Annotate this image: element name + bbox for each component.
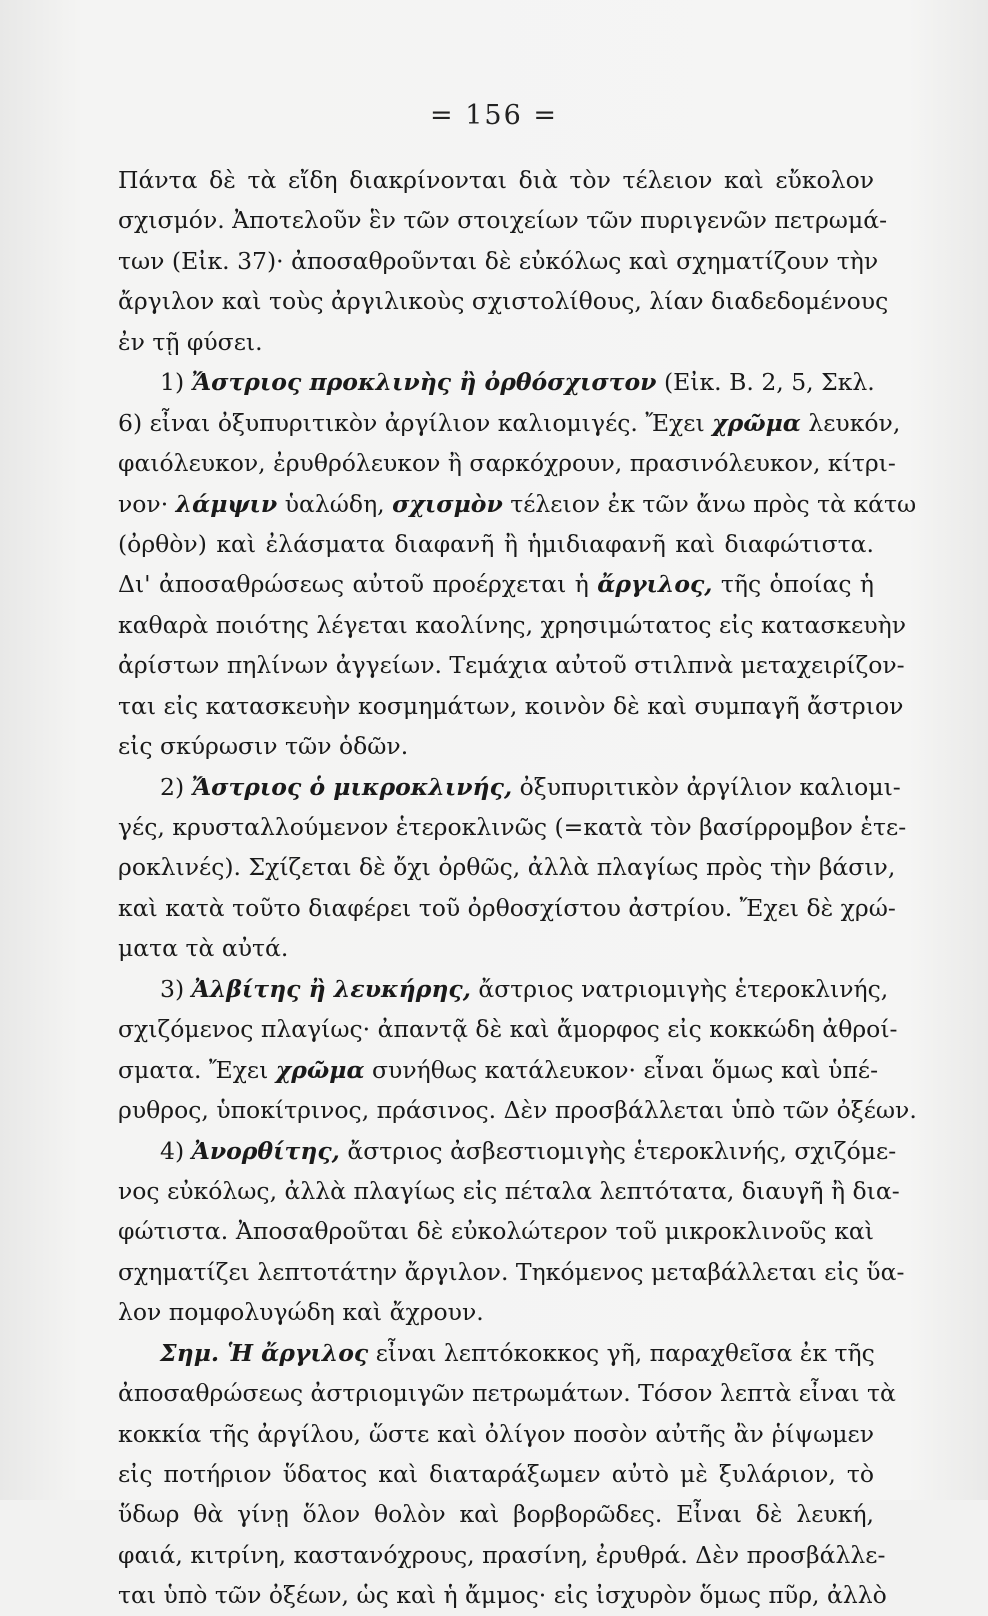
text-segment: των (Εἰκ. 37)· ἀποσαθροῦνται δὲ εὐκόλως καὶ σχηματίζουν τὴν xyxy=(118,246,879,275)
text-segment: σματα. Ἔχει xyxy=(118,1055,276,1084)
text-line xyxy=(118,605,906,645)
text-line xyxy=(118,1090,917,1130)
text-segment: σχηματίζει λεπτοτάτην ἄργιλον. Τηκόμενος μεταβάλλεται εἰς ὕα- xyxy=(118,1257,905,1286)
text-segment: ἄστριος νατριομιγὴς ἑτεροκλινής, xyxy=(470,974,889,1003)
text-segment: γές, κρυσταλλούμενον ἑτεροκλινῶς (=κατὰ τὸν βασίρρομβον ἑτε- xyxy=(118,813,907,841)
text-segment: ἄργιλον καὶ τοὺς ἀργιλικοὺς σχιστολίθους, λίαν διαδεδομένους xyxy=(118,287,889,316)
text-segment: τέλειον ἐκ τῶν ἄνω πρὸς τὰ κάτω xyxy=(502,489,917,518)
text-segment: εἶναι λεπτόκοκκος γῆ, παραχθεῖσα ἐκ τῆς xyxy=(368,1338,875,1367)
text-line xyxy=(118,322,874,362)
emphasized-term: χρῶμα xyxy=(275,1055,365,1084)
text-segment: συνήθως κατάλευκον· εἶναι ὅμως καὶ ὑπέ- xyxy=(364,1055,879,1084)
text-line xyxy=(118,847,896,887)
text-line xyxy=(118,241,879,281)
text-segment: φώτιστα. Ἀποσαθροῦται δὲ εὐκολώτερον τοῦ μικροκλινοῦς καὶ xyxy=(118,1217,874,1246)
text-segment: καὶ κατὰ τοῦτο διαφέρει τοῦ ὀρθοσχίστου ἀστρίου. Ἔχει δὲ χρώ- xyxy=(118,893,896,922)
text-line xyxy=(118,564,874,604)
text-line xyxy=(118,200,888,240)
text-line xyxy=(118,928,874,968)
page-number: = 156 = xyxy=(430,100,558,131)
text-segment: 3) xyxy=(160,974,192,1003)
text-line xyxy=(118,1050,879,1090)
emphasized-term: ἄργιλος, xyxy=(597,570,713,599)
text-line xyxy=(118,888,896,928)
emphasized-term: Ἄστριος προκλινὴς ἢ ὀρθόσχιστον xyxy=(191,368,657,397)
text-segment: (Εἰκ. Β. 2, 5, Σκλ. xyxy=(656,368,875,397)
text-segment: ὑαλώδη, xyxy=(277,489,393,518)
text-line xyxy=(118,807,907,847)
text-segment: εἰς σκύρωσιν τῶν ὁδῶν. xyxy=(118,732,409,761)
text-line xyxy=(118,1494,874,1534)
emphasized-term: σχισμὸν xyxy=(392,489,503,518)
text-segment: ρυθρος, ὑποκίτρινος, πράσινος. Δὲν προσβάλλεται ὑπὸ τῶν ὀξέων. xyxy=(118,1096,917,1125)
text-segment: 1) xyxy=(160,368,192,397)
text-segment: ὀξυπυριτικὸν ἀργίλιον καλιομι- xyxy=(512,772,901,801)
text-line xyxy=(118,1211,874,1251)
text-line xyxy=(118,1171,900,1211)
text-segment: κοκκία τῆς ἀργίλου, ὥστε καὶ ὀλίγον ποσὸν αὐτῆς ἂν ῥίψωμεν xyxy=(118,1419,874,1448)
text-line xyxy=(118,1252,905,1292)
text-segment: λον πομφολυγώδη καὶ ἄχρουν. xyxy=(118,1298,484,1327)
text-line xyxy=(118,160,874,200)
text-line xyxy=(118,1292,874,1332)
text-segment: σχισμόν. Ἀποτελοῦν ἓν τῶν στοιχείων τῶν πυριγενῶν πετρωμά- xyxy=(118,206,888,235)
emphasized-term: Ἄστριος ὁ μικροκλινής, xyxy=(191,772,513,801)
text-segment: φαιά, κιτρίνη, καστανόχρους, πρασίνη, ἐρυθρά. Δὲν προσβάλλε- xyxy=(118,1540,886,1569)
text-segment: (ὀρθὸν) καὶ ἐλάσματα διαφανῆ ἢ ἡμιδιαφανῆ καὶ διαφώτιστα. xyxy=(118,529,874,558)
text-line xyxy=(118,645,905,685)
text-segment: Πάντα δὲ τὰ εἴδη διακρίνονται διὰ τὸν τέλειον καὶ εὔκολον xyxy=(118,166,874,194)
text-line xyxy=(118,1454,874,1494)
text-line xyxy=(118,726,874,766)
emphasized-term: χρῶμα xyxy=(712,408,801,437)
text-segment: ἄστριος ἀσβεστιομιγὴς ἑτεροκλινής, σχιζόμε- xyxy=(339,1136,897,1165)
text-segment: καθαρὰ ποιότης λέγεται καολίνης, χρησιμώτατος εἰς κατασκευὴν xyxy=(118,610,906,639)
text-segment: εἰς ποτήριον ὕδατος καὶ διαταράξωμεν αὐτὸ μὲ ξυλάριον, τὸ xyxy=(118,1460,874,1488)
text-segment: ροκλινές). Σχίζεται δὲ ὄχι ὀρθῶς, ἀλλὰ πλαγίως πρὸς τὴν βάσιν, xyxy=(118,853,896,882)
text-line xyxy=(118,767,901,807)
text-line xyxy=(118,1414,874,1454)
text-segment: λευκόν, xyxy=(800,408,901,437)
emphasized-term: λάμψιν xyxy=(175,489,278,518)
emphasized-term: Σημ. Ἡ ἄργιλος xyxy=(160,1338,369,1367)
text-line xyxy=(118,1131,897,1171)
text-segment: ται ὑπὸ τῶν ὀξέων, ὡς καὶ ἡ ἄμμος· εἰς ἰσχυρὸν ὅμως πῦρ, ἀλλὸ xyxy=(118,1581,887,1610)
text-line xyxy=(118,443,896,483)
text-segment: νον· xyxy=(118,489,176,518)
emphasized-term: Ἀνορθίτης, xyxy=(191,1136,340,1165)
text-segment: φαιόλευκον, ἐρυθρόλευκον ἢ σαρκόχρουν, πρασινόλευκον, κίτρι- xyxy=(118,449,896,478)
text-segment: 6) εἶναι ὀξυπυριτικὸν ἀργίλιον καλιομιγές. Ἔχει xyxy=(118,408,713,437)
text-segment: ἐν τῇ φύσει. xyxy=(118,327,263,356)
text-line xyxy=(118,524,874,564)
text-line xyxy=(118,484,917,524)
text-line xyxy=(118,1575,887,1615)
text-line xyxy=(118,1333,874,1373)
text-segment: 2) xyxy=(160,772,192,801)
text-line xyxy=(118,362,874,402)
text-line xyxy=(118,686,904,726)
text-line xyxy=(118,1373,896,1413)
text-segment: τῆς ὁποίας ἡ xyxy=(712,570,874,599)
text-segment: ται εἰς κατασκευὴν κοσμημάτων, κοινὸν δὲ καὶ συμπαγῆ ἄστριον xyxy=(118,691,904,720)
text-segment: ἀρίστων πηλίνων ἀγγείων. Τεμάχια αὐτοῦ στιλπνὰ μεταχειρίζον- xyxy=(118,651,905,680)
text-line xyxy=(118,1535,886,1575)
text-segment: ὕδωρ θὰ γίνῃ ὅλον θολὸν καὶ βορβορῶδες. Εἶναι δὲ λευκή, xyxy=(118,1500,874,1529)
emphasized-term: Ἀλβίτης ἢ λευκήρης, xyxy=(191,974,471,1003)
text-line xyxy=(118,969,889,1009)
text-line xyxy=(118,281,889,321)
body-text xyxy=(118,160,917,1616)
text-segment: ματα τὰ αὐτά. xyxy=(118,934,289,963)
text-line xyxy=(118,1009,898,1049)
text-segment: ἀποσαθρώσεως ἀστριομιγῶν πετρωμάτων. Τόσον λεπτὰ εἶναι τὰ xyxy=(118,1379,896,1408)
text-segment: νος εὐκόλως, ἀλλὰ πλαγίως εἰς πέταλα λεπτότατα, διαυγῆ ἢ δια- xyxy=(118,1176,900,1205)
text-segment: Δι' ἀποσαθρώσεως αὐτοῦ προέρχεται ἡ xyxy=(118,570,598,599)
text-line xyxy=(118,403,901,443)
text-segment: 4) xyxy=(160,1136,192,1165)
text-segment: σχιζόμενος πλαγίως· ἀπαντᾷ δὲ καὶ ἄμορφος εἰς κοκκώδη ἀθροί- xyxy=(118,1015,898,1044)
